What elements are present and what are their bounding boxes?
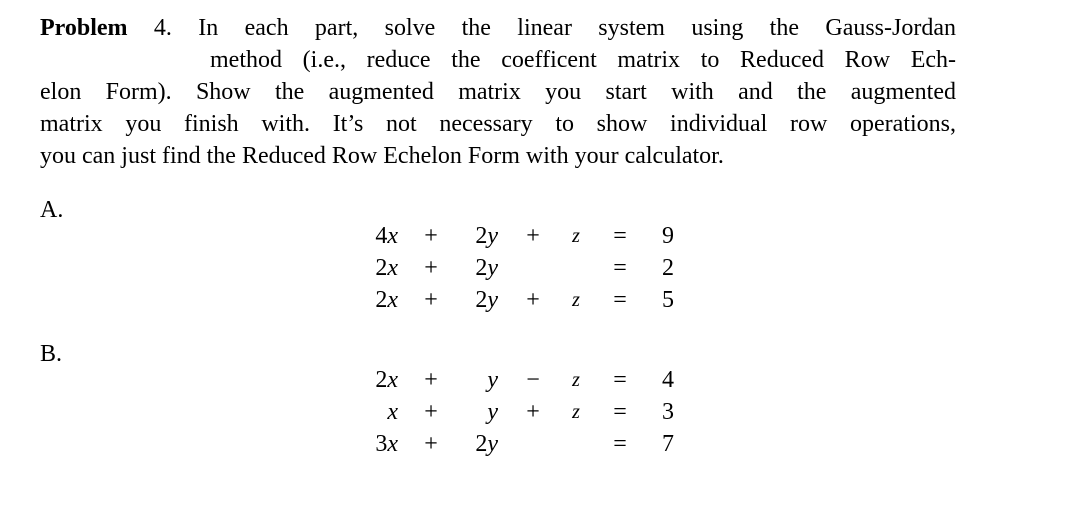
x-term: 2x: [375, 287, 398, 313]
part-b-system: [0, 364, 1069, 464]
x-term: x: [387, 399, 398, 425]
operator: +: [526, 223, 540, 249]
problem-number: 4.: [153, 15, 172, 41]
equals-sign: =: [613, 255, 627, 281]
problem-text-line-1: In each part, solve the linear system using the Gauss-Jordan: [198, 15, 956, 41]
x-term: 3x: [375, 431, 398, 457]
operator: +: [526, 287, 540, 313]
part-b-label: B.: [40, 341, 63, 367]
operator: +: [424, 255, 438, 281]
y-term: 2y: [475, 431, 498, 457]
equals-sign: =: [613, 367, 627, 393]
x-term: 4x: [375, 223, 398, 249]
rhs-value: 7: [662, 431, 674, 457]
problem-line-4: matrix you finish with. It’s not necessary to show individual row operations,: [40, 111, 956, 137]
operator: +: [424, 367, 438, 393]
operator: +: [424, 431, 438, 457]
rhs-value: 9: [662, 223, 674, 249]
z-term: z: [572, 369, 580, 391]
x-term: 2x: [375, 255, 398, 281]
z-term: z: [572, 289, 580, 311]
z-term: z: [572, 401, 580, 423]
x-term: 2x: [375, 367, 398, 393]
equals-sign: =: [613, 399, 627, 425]
part-a-label: A.: [40, 197, 64, 223]
z-term: z: [572, 225, 580, 247]
y-term: 2y: [475, 255, 498, 281]
problem-heading: Problem: [40, 15, 128, 41]
rhs-value: 5: [662, 287, 674, 313]
operator: −: [526, 367, 540, 393]
rhs-value: 3: [662, 399, 674, 425]
equals-sign: =: [613, 287, 627, 313]
y-term: 2y: [475, 287, 498, 313]
problem-line-5: you can just find the Reduced Row Echelon Form with your calculator.: [40, 143, 724, 169]
y-term: 2y: [475, 223, 498, 249]
y-term: y: [487, 367, 498, 393]
equals-sign: =: [613, 223, 627, 249]
operator: +: [424, 399, 438, 425]
rhs-value: 2: [662, 255, 674, 281]
operator: +: [526, 399, 540, 425]
y-term: y: [487, 399, 498, 425]
problem-line-3: elon Form). Show the augmented matrix you start with and the augmented: [40, 79, 956, 105]
problem-line-2: method (i.e., reduce the coefficent matrix to Reduced Row Ech-: [210, 47, 956, 73]
equals-sign: =: [613, 431, 627, 457]
part-a-system: [0, 220, 1069, 320]
operator: +: [424, 287, 438, 313]
problem-line-1: [40, 12, 956, 44]
operator: +: [424, 223, 438, 249]
rhs-value: 4: [662, 367, 674, 393]
